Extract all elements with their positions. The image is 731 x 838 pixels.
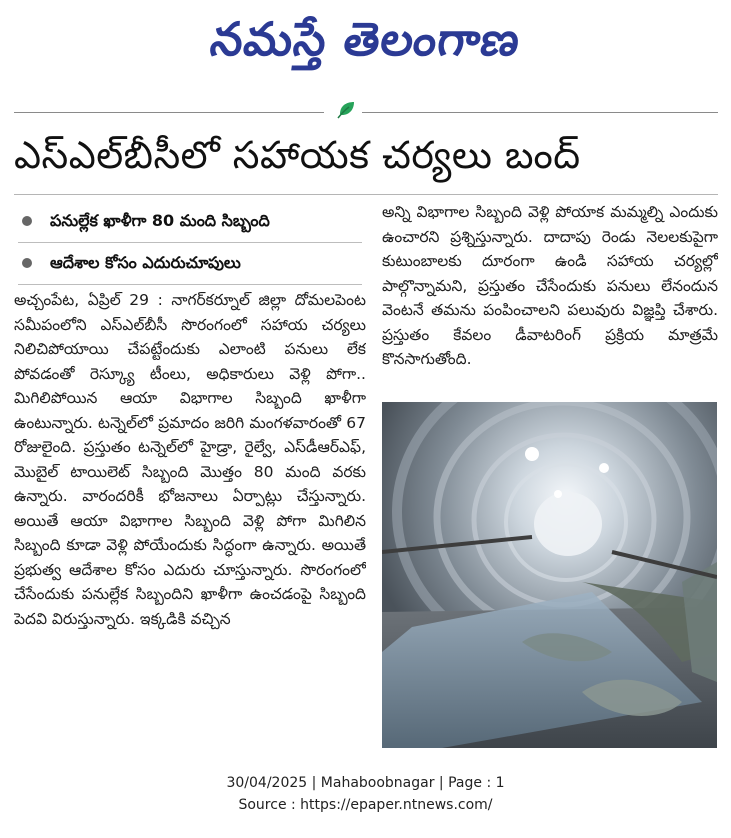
tunnel-illustration [382,402,717,748]
subheadline-text: ఆదేశాల కోసం ఎదురుచూపులు [50,253,241,272]
article-body-right-column [382,200,718,392]
subheadline-text: పనుల్లేక ఖాళీగా 80 మంది సిబ్బంది [50,211,270,230]
bullet-icon [22,216,32,226]
article-paragraph: అన్ని విభాగాల సిబ్బంది వెళ్లి పోయాక మమ్మల్ని ఎందుకు ఉంచారని ప్రశ్నిస్తున్నారు. దాదాపు రెండు నెలలకుపైగా కుటుంబాలకు దూరంగా ఉండి సహాయ చర్యల్లో పాల్గొన్నామని, ప్రస్తుతం చేసేందుకు పనులు లేనందున వెంటనే తమను పంపించాలని పలువురు విజ్ఞప్తి చేశారు. ప్రస్తుతం కేవలం డీవాటరింగ్ ప్రక్రియ మాత్రమే కొనసాగుతోంది. [382,203,718,368]
subheadline-item [18,200,368,242]
edition-info: 30/04/2025 | Mahaboobnagar | Page : 1 [226,775,505,791]
article-body-left-column [14,288,366,744]
article-headline: ఎస్‌ఎల్‌బీసీలో సహాయక చర్యలు బంద్ [14,133,581,177]
article-paragraph: అచ్చంపేట, ఏప్రిల్ 29 : నాగర్‌కర్నూల్ జిల్లా దోమలపెంట సమీపంలోని ఎస్‌ఎల్‌బీసీ సొరంగంలో సహాయ చర్యలు నిలిచిపోయాయి చేపట్టేందుకు ఎలాంటి పనులు లేక పోవడంతో రెస్క్యూ టీంలు, అధికారులు వెళ్లి పోగా.. మిగిలిపోయిన ఆయా విభాగాల సిబ్బంది ఖాళీగా ఉంటున్నారు. టన్నెల్‌లో ప్రమాదం జరిగి మంగళవారంతో 67 రోజులైంది. ప్రస్తుతం టన్నెల్‌లో హైడ్రా, రైల్వే, ఎస్‌డీఆర్‌ఎఫ్, మొబైల్ టాయిలెట్ సిబ్బంది మొత్తం 80 మంది వరకు ఉన్నారు. వారందరికీ భోజనాలు ఏర్పాట్లు చేస్తున్నారు. అయితే ఆయా విభాగాల సిబ్బంది వెళ్లి పోగా మిగిలిన సిబ్బంది కూడా వెళ్లి పోయేందుకు సిద్ధంగా ఉన్నారు. అయితే ప్రభుత్వ ఆదేశాల కోసం ఎదురు చూస్తున్నారు. సొరంగంలో చేసేందుకు పనుల్లేక సిబ్బందిని ఖాళీగా ఉంచడంపై సిబ్బంది పెదవి విరుస్తున్నారు. ఇక్కడికి వచ్చిన [14,291,366,628]
page-footer [0,772,731,816]
headline-divider [14,194,718,195]
section-divider-left [14,112,324,113]
tunnel-photo [382,402,717,748]
subheadline-item [18,242,368,284]
masthead-title: నమస్తే తెలంగాణ [207,12,524,66]
leaf-icon [336,98,358,120]
bullet-divider [18,284,362,285]
section-divider-right [362,112,718,113]
bullet-icon [22,258,32,268]
source-info: Source : https://epaper.ntnews.com/ [238,797,493,813]
masthead [0,4,731,76]
bullet-divider [18,242,362,243]
